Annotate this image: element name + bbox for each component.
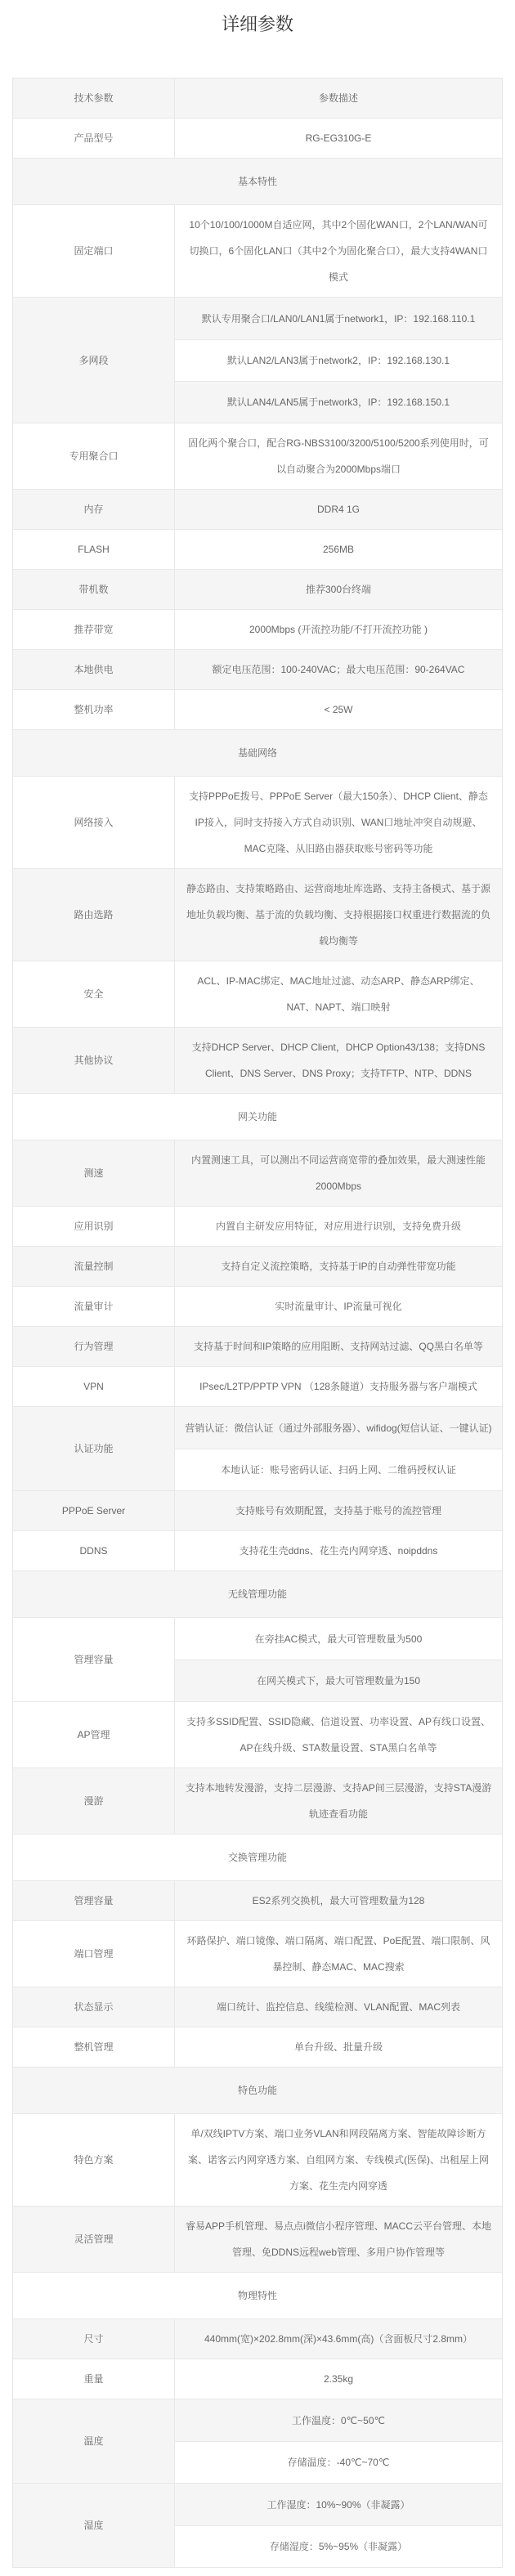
table-row: [13, 1027, 502, 1093]
column-header-param: 技术参数: [13, 78, 175, 118]
table-row: [13, 2206, 502, 2272]
table-row: [13, 2483, 502, 2567]
param-value-cell: 440mm(宽)×202.8mm(深)×43.6mm(高)（含面板尺寸2.8mm）: [175, 2319, 502, 2359]
table-row: [13, 1880, 502, 1920]
param-values: [175, 1881, 502, 1920]
param-values: [175, 610, 502, 649]
param-values: [175, 423, 502, 489]
param-values: [175, 1618, 502, 1701]
table-row: [13, 1366, 502, 1406]
param-values: [175, 650, 502, 689]
section-label: 网关功能: [13, 1094, 502, 1140]
param-name-cell: AP管理: [13, 1702, 175, 1767]
param-values: [175, 1921, 502, 1987]
param-value-cell: 支持账号有效期配置，支持基于账号的流控管理: [175, 1491, 502, 1530]
param-name-cell: 流量控制: [13, 1247, 175, 1286]
header-row: [13, 78, 502, 118]
param-values: [175, 1028, 502, 1093]
param-value-cell: 支持多SSID配置、SSID隐藏、信道设置、功率设置、AP有线口设置、AP在线升级、STA数量设置、STA黑白名单等: [175, 1702, 502, 1767]
param-name-cell: 内存: [13, 490, 175, 529]
param-value-cell: 支持PPPoE拨号、PPPoE Server（最大150条）、DHCP Client、静态IP接入，同时支持接入方式自动识别、WAN口地址冲突自动规避、MAC克隆、从旧路由器获取账号密码等功能: [175, 777, 502, 868]
param-values: [175, 1407, 502, 1490]
param-value-cell: 工作温度：0℃~50℃: [175, 2399, 502, 2441]
param-values: [175, 1768, 502, 1834]
param-values: [175, 2359, 502, 2399]
param-value-cell: 静态路由、支持策略路由、运营商地址库选路、支持主备模式、基于源地址负载均衡、基于流的负载均衡、支持根据接口权重进行数据流的负载均衡等: [175, 869, 502, 961]
param-values: [175, 1287, 502, 1326]
param-name-cell: 其他协议: [13, 1028, 175, 1093]
table-row: [13, 2399, 502, 2483]
param-values: [175, 690, 502, 729]
param-name-cell: 管理容量: [13, 1881, 175, 1920]
param-name-cell: 带机数: [13, 570, 175, 609]
param-name-cell: 专用聚合口: [13, 423, 175, 489]
param-name-cell: 湿度: [13, 2484, 175, 2567]
spec-table: [12, 78, 503, 2568]
param-value-cell: DDR4 1G: [175, 490, 502, 529]
param-value-cell: 营销认证：微信认证（通过外部服务器）、wifidog(短信认证、一键认证): [175, 1407, 502, 1449]
param-name-cell: 特色方案: [13, 2114, 175, 2206]
table-row: [13, 1701, 502, 1767]
table-row: [13, 529, 502, 569]
param-values: [175, 490, 502, 529]
param-values: [175, 2114, 502, 2206]
param-value-cell: 内置自主研发应用特征，对应用进行识别，支持免费升级: [175, 1207, 502, 1246]
param-value-cell: 256MB: [175, 530, 502, 569]
section-label: 交换管理功能: [13, 1835, 502, 1880]
param-value-cell: RG-EG310G-E: [175, 119, 502, 158]
param-value-cell: 单台升级、批量升级: [175, 2027, 502, 2067]
param-value-cell: 存储温度：-40℃~70℃: [175, 2441, 502, 2483]
table-row: [13, 1920, 502, 1987]
section-row: [13, 729, 502, 776]
param-name-cell: 行为管理: [13, 1327, 175, 1366]
param-value-cell: 内置测速工具，可以测出不同运营商宽带的叠加效果，最大测速性能2000Mbps: [175, 1140, 502, 1206]
param-name-cell: FLASH: [13, 530, 175, 569]
table-row: [13, 961, 502, 1027]
param-name-cell: PPPoE Server: [13, 1491, 175, 1530]
param-value-cell: 默认LAN2/LAN3属于network2，IP：192.168.130.1: [175, 339, 502, 381]
param-value-cell: ACL、IP-MAC绑定、MAC地址过滤、动态ARP、静态ARP绑定、NAT、NAPT、端口映射: [175, 961, 502, 1027]
param-values: [175, 2027, 502, 2067]
param-values: [175, 961, 502, 1027]
table-row: [13, 569, 502, 609]
param-values: [175, 777, 502, 868]
param-name-cell: 重量: [13, 2359, 175, 2399]
param-value-cell: 10个10/100/1000M自适应网，其中2个固化WAN口，2个LAN/WAN可切换口，6个固化LAN口（其中2个为固化聚合口），最大支持4WAN口模式: [175, 205, 502, 297]
table-row: [13, 868, 502, 961]
param-value-cell: 2.35kg: [175, 2359, 502, 2399]
param-values: [175, 119, 502, 158]
param-value-cell: 支持基于时间和IP策略的应用阻断、支持网站过滤、QQ黑白名单等: [175, 1327, 502, 1366]
table-row: [13, 1767, 502, 1834]
section-row: [13, 2067, 502, 2113]
param-value-cell: 支持本地转发漫游，支持二层漫游、支持AP间三层漫游，支持STA漫游轨迹查看功能: [175, 1768, 502, 1834]
table-row: [13, 2113, 502, 2206]
param-values: [175, 1207, 502, 1246]
section-label: 基础网络: [13, 730, 502, 776]
param-value-cell: ES2系列交换机，最大可管理数量为128: [175, 1881, 502, 1920]
section-label: 物理特性: [13, 2273, 502, 2318]
param-name-cell: 测速: [13, 1140, 175, 1206]
column-header-desc: 参数描述: [175, 78, 502, 118]
param-value-cell: 实时流量审计、IP流量可视化: [175, 1287, 502, 1326]
table-row: [13, 1406, 502, 1490]
param-name-cell: 本地供电: [13, 650, 175, 689]
table-row: [13, 1246, 502, 1286]
table-row: [13, 1617, 502, 1701]
section-label: 特色功能: [13, 2068, 502, 2113]
table-row: [13, 1326, 502, 1366]
param-name-cell: 网络接入: [13, 777, 175, 868]
param-value-cell: 环路保护、端口镜像、端口隔离、端口配置、PoE配置、端口限制、风暴控制、静态MAC、MAC搜索: [175, 1921, 502, 1987]
param-name-cell: 温度: [13, 2399, 175, 2483]
param-value-cell: 存储湿度：5%~95%（非凝露）: [175, 2525, 502, 2567]
param-name-cell: 推荐带宽: [13, 610, 175, 649]
param-name-cell: 尺寸: [13, 2319, 175, 2359]
table-row: [13, 1206, 502, 1246]
param-values: [175, 2319, 502, 2359]
param-values: [175, 1247, 502, 1286]
table-row: [13, 204, 502, 297]
table-row: [13, 776, 502, 868]
param-values: [175, 1140, 502, 1206]
table-row: [13, 649, 502, 689]
param-value-cell: 固化两个聚合口，配合RG-NBS3100/3200/5100/5200系列使用时，可以自动聚合为2000Mbps端口: [175, 423, 502, 489]
param-name-cell: 路由选路: [13, 869, 175, 961]
param-name-cell: DDNS: [13, 1531, 175, 1570]
param-name-cell: 整机功率: [13, 690, 175, 729]
table-row: [13, 2318, 502, 2359]
section-label: 无线管理功能: [13, 1571, 502, 1617]
section-row: [13, 2272, 502, 2318]
param-value-cell: 额定电压范围：100-240VAC；最大电压范围：90-264VAC: [175, 650, 502, 689]
param-value-cell: < 25W: [175, 690, 502, 729]
param-value-cell: 默认LAN4/LAN5属于network3，IP：192.168.150.1: [175, 381, 502, 423]
section-label: 基本特性: [13, 159, 502, 204]
param-value-cell: 默认专用聚合口/LAN0/LAN1属于network1，IP：192.168.110.1: [175, 298, 502, 339]
param-name-cell: 灵活管理: [13, 2206, 175, 2272]
table-row: [13, 118, 502, 158]
param-name-cell: VPN: [13, 1367, 175, 1406]
section-row: [13, 1834, 502, 1880]
param-name-cell: 管理容量: [13, 1618, 175, 1701]
param-values: [175, 1491, 502, 1530]
param-name-cell: 端口管理: [13, 1921, 175, 1987]
page-title: 详细参数: [221, 14, 293, 34]
param-value-cell: 单/双线IPTV方案、端口业务VLAN和网段隔离方案、智能故障诊断方案、诺客云内网穿透方案、自组网方案、专线模式(医保)、出租屋上网方案、花生壳内网穿透: [175, 2114, 502, 2206]
param-values: [175, 1531, 502, 1570]
table-row: [13, 609, 502, 649]
param-name-cell: 产品型号: [13, 119, 175, 158]
section-row: [13, 1093, 502, 1140]
param-name-cell: 认证功能: [13, 1407, 175, 1490]
param-name-cell: 状态显示: [13, 1987, 175, 2027]
table-row: [13, 1286, 502, 1326]
param-values: [175, 205, 502, 297]
param-name-cell: 应用识别: [13, 1207, 175, 1246]
param-value-cell: 在网关模式下，最大可管理数量为150: [175, 1660, 502, 1701]
param-values: [175, 1702, 502, 1767]
param-values: [175, 78, 502, 118]
param-value-cell: 支持DHCP Server、DHCP Client，DHCP Option43/138；支持DNS Client、DNS Server、DNS Proxy；支持TFTP、NTP、DDNS: [175, 1028, 502, 1093]
table-row: [13, 489, 502, 529]
param-values: [175, 570, 502, 609]
table-row: [13, 297, 502, 423]
table-row: [13, 2359, 502, 2399]
table-row: [13, 1987, 502, 2027]
param-values: [175, 530, 502, 569]
param-values: [175, 298, 502, 423]
param-values: [175, 1327, 502, 1366]
table-row: [13, 689, 502, 729]
param-value-cell: 在旁挂AC模式，最大可管理数量为500: [175, 1618, 502, 1660]
param-name-cell: 固定端口: [13, 205, 175, 297]
param-value-cell: 推荐300台终端: [175, 570, 502, 609]
param-values: [175, 869, 502, 961]
param-value-cell: 支持自定义流控策略，支持基于IP的自动弹性带宽功能: [175, 1247, 502, 1286]
table-row: [13, 1140, 502, 1206]
param-value-cell: 端口统计、监控信息、线缆检测、VLAN配置、MAC列表: [175, 1987, 502, 2027]
section-row: [13, 1570, 502, 1617]
section-row: [13, 158, 502, 204]
param-name-cell: 整机管理: [13, 2027, 175, 2067]
param-name-cell: 多网段: [13, 298, 175, 423]
param-value-cell: IPsec/L2TP/PPTP VPN （128条隧道）支持服务器与客户端模式: [175, 1367, 502, 1406]
param-values: [175, 1987, 502, 2027]
param-value-cell: 2000Mbps (开流控功能/不打开流控功能 ): [175, 610, 502, 649]
table-row: [13, 2027, 502, 2067]
param-value-cell: 工作湿度：10%~90%（非凝露）: [175, 2484, 502, 2525]
param-value-cell: 睿易APP手机管理、易点点i微信小程序管理、MACC云平台管理、本地管理、免DDNS远程web管理、多用户协作管理等: [175, 2206, 502, 2272]
table-row: [13, 1530, 502, 1570]
param-values: [175, 1367, 502, 1406]
param-values: [175, 2206, 502, 2272]
param-name-cell: 安全: [13, 961, 175, 1027]
param-value-cell: 支持花生壳ddns、花生壳内网穿透、noipddns: [175, 1531, 502, 1570]
param-values: [175, 2399, 502, 2483]
param-value-cell: 本地认证：账号密码认证、扫码上网、二维码授权认证: [175, 1449, 502, 1490]
param-name-cell: 流量审计: [13, 1287, 175, 1326]
table-row: [13, 1490, 502, 1530]
param-name-cell: 漫游: [13, 1768, 175, 1834]
table-row: [13, 423, 502, 489]
param-values: [175, 2484, 502, 2567]
